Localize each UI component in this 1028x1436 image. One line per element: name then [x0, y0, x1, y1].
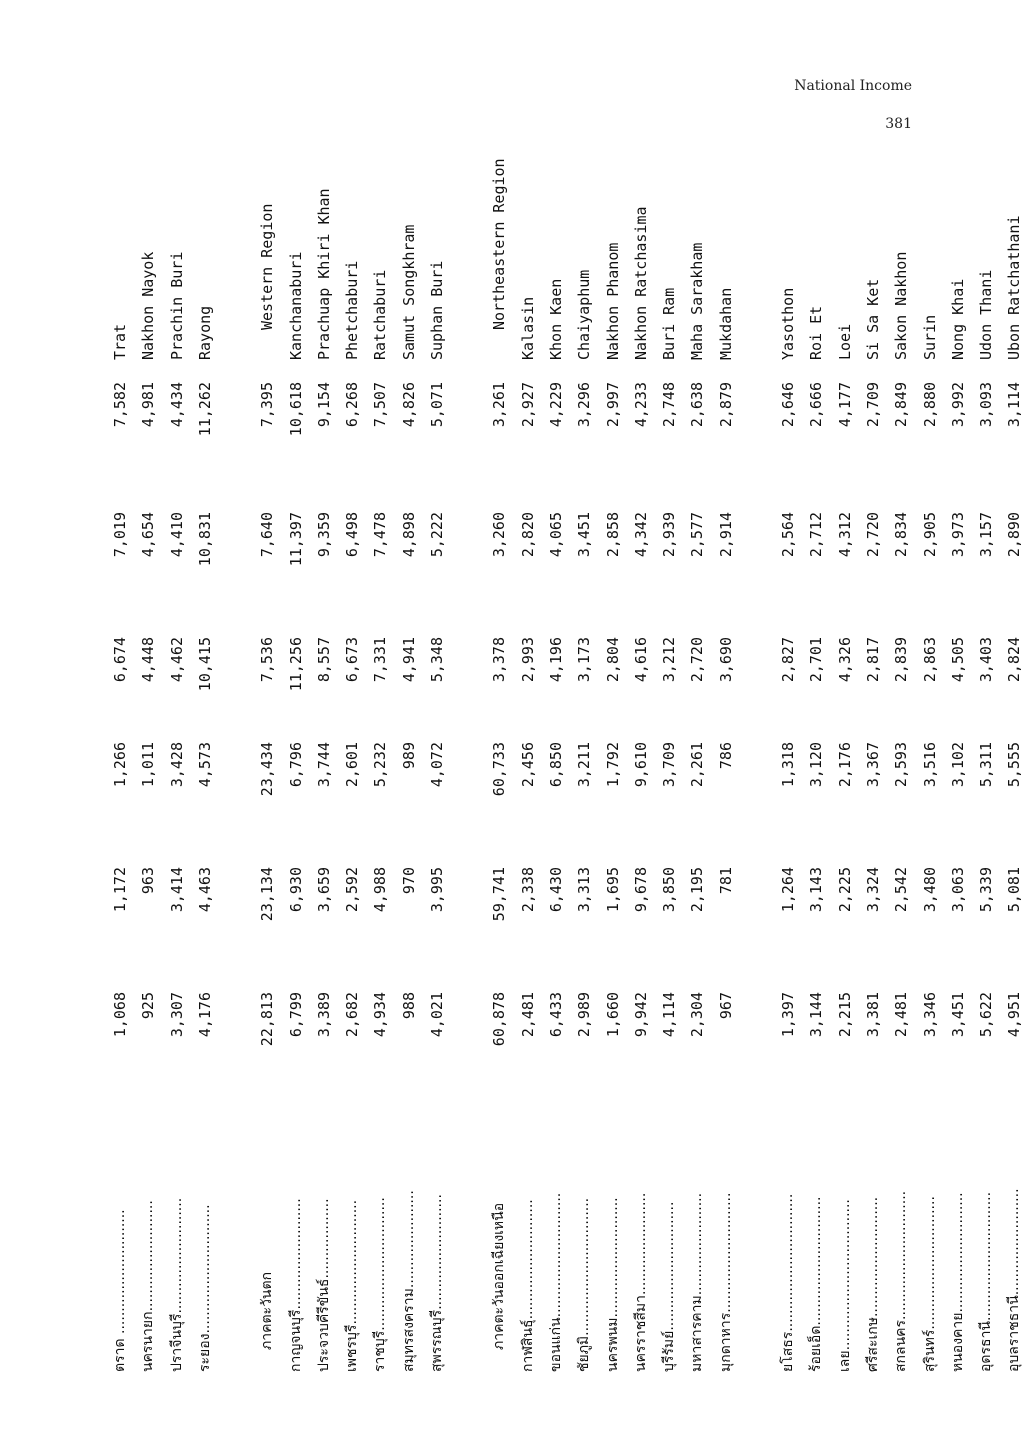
province-name-thai: ศรีสะเกษ........................... [864, 1196, 881, 1372]
province-name-english: Trat [111, 323, 129, 360]
value-cell: 3,261 [490, 382, 509, 428]
value-cell: 2,748 [660, 382, 679, 428]
value-cell: 7,536 [258, 637, 277, 683]
value-cell: 6,674 [111, 637, 129, 683]
value-cell: 3,144 [807, 992, 826, 1038]
province-name-thai: กาฬสินธุ์........................... [519, 1199, 536, 1372]
province-name-thai: อุดรธานี............................. [978, 1191, 995, 1372]
value-cell: 3,063 [948, 867, 967, 913]
value-cell: 1,397 [779, 992, 797, 1038]
value-cell: 6,430 [546, 867, 565, 913]
value-cell: 3,120 [807, 742, 826, 788]
value-cell: 1,266 [111, 742, 129, 788]
province-name-thai: ประจวบคีรีขันธ์.................. [315, 1198, 332, 1372]
value-cell: 2,720 [688, 637, 707, 683]
value-cell: 4,114 [660, 992, 679, 1038]
value-cell: 4,616 [631, 637, 650, 683]
value-cell: 3,173 [575, 637, 594, 683]
value-cell: 3,367 [863, 742, 882, 788]
value-cell: 2,804 [603, 637, 622, 683]
province-name-english: Roi Et [807, 305, 826, 360]
value-cell: 4,988 [371, 867, 390, 913]
value-cell: 2,914 [716, 512, 735, 558]
value-cell: 3,516 [920, 742, 939, 788]
value-cell: 2,849 [892, 382, 911, 428]
value-cell: 4,448 [139, 637, 158, 683]
province-name-english: Maha Sarakham [688, 242, 707, 360]
value-cell: 3,307 [167, 992, 186, 1038]
province-name-thai: มุกดาหาร........................... [717, 1192, 734, 1372]
value-cell: 6,673 [343, 637, 362, 683]
province-name-thai: เลย.................................. [836, 1199, 853, 1372]
value-cell: 967 [716, 992, 735, 1020]
value-cell: 3,973 [948, 512, 967, 558]
value-cell: 2,863 [920, 637, 939, 683]
value-cell: 9,359 [314, 512, 333, 558]
value-cell: 2,997 [603, 382, 622, 428]
province-name-english: Suphan Buri [428, 260, 446, 360]
value-cell: 5,311 [977, 742, 996, 788]
value-cell: 6,433 [546, 992, 565, 1038]
value-cell: 988 [399, 992, 418, 1020]
province-name-thai: สุพรรณบุรี.......................... [429, 1194, 445, 1372]
value-cell: 4,196 [546, 637, 565, 683]
value-cell: 3,157 [977, 512, 996, 558]
value-cell: 11,397 [286, 512, 305, 567]
value-cell: 2,225 [835, 867, 854, 913]
value-cell: 2,839 [892, 637, 911, 683]
province-name-english: Kalasin [518, 296, 537, 360]
value-cell: 3,378 [490, 637, 509, 683]
province-name-english: Khon Kaen [546, 278, 565, 360]
value-cell: 22,813 [258, 992, 277, 1047]
value-cell: 2,927 [518, 382, 537, 428]
value-cell: 60,878 [490, 992, 509, 1047]
value-cell: 7,331 [371, 637, 390, 683]
value-cell: 7,019 [111, 512, 129, 558]
value-cell: 3,995 [428, 867, 446, 913]
value-cell: 4,462 [167, 637, 186, 683]
value-cell: 6,930 [286, 867, 305, 913]
value-cell: 3,260 [490, 512, 509, 558]
value-cell: 2,195 [688, 867, 707, 913]
value-cell: 11,256 [286, 637, 305, 692]
value-cell: 60,733 [490, 742, 509, 797]
region-heading-english: Western Region [258, 203, 277, 330]
value-cell: 4,229 [546, 382, 565, 428]
province-name-english: Ubon Ratchathani [1005, 215, 1024, 360]
value-cell: 6,796 [286, 742, 305, 788]
value-cell: 2,712 [807, 512, 826, 558]
province-name-english: Buri Ram [660, 287, 679, 360]
value-cell: 5,232 [371, 742, 390, 788]
value-cell: 2,880 [920, 382, 939, 428]
province-name-thai: ชัยภูมิ............................... [576, 1197, 593, 1372]
value-cell: 3,451 [575, 512, 594, 558]
province-name-english: Loei [835, 323, 854, 360]
value-cell: 10,831 [195, 512, 214, 567]
value-cell: 6,799 [286, 992, 305, 1038]
value-cell: 10,618 [286, 382, 305, 437]
province-name-english: Surin [920, 314, 939, 360]
value-cell: 781 [716, 867, 735, 895]
value-cell: 2,905 [920, 512, 939, 558]
value-cell: 3,428 [167, 742, 186, 788]
value-cell: 1,318 [779, 742, 797, 788]
value-cell: 2,993 [518, 637, 537, 683]
province-name-thai: สุรินทร์.............................. [921, 1196, 938, 1372]
value-cell: 3,690 [716, 637, 735, 683]
value-cell: 4,826 [399, 382, 418, 428]
province-name-english: Nakhon Ratchasima [631, 206, 650, 360]
province-name-thai: ตราด ............................ [112, 1209, 128, 1372]
value-cell: 3,114 [1005, 382, 1024, 428]
value-cell: 2,564 [779, 512, 797, 558]
value-cell: 3,296 [575, 382, 594, 428]
value-cell: 7,478 [371, 512, 390, 558]
value-cell: 2,834 [892, 512, 911, 558]
province-name-thai: สกลนคร............................. [893, 1190, 910, 1372]
value-cell: 2,261 [688, 742, 707, 788]
province-name-thai: หนองคาย........................... [949, 1192, 966, 1372]
value-cell: 3,403 [977, 637, 996, 683]
value-cell: 3,102 [948, 742, 967, 788]
value-cell: 4,951 [1005, 992, 1024, 1038]
province-name-english: Yasothon [779, 287, 797, 360]
value-cell: 2,593 [892, 742, 911, 788]
value-cell: 2,720 [863, 512, 882, 558]
province-name-thai: นครนายก......................... [140, 1200, 157, 1372]
province-name-thai: บุรีรัมย์............................. [661, 1201, 678, 1372]
value-cell: 4,463 [195, 867, 214, 913]
value-cell: 5,339 [977, 867, 996, 913]
value-cell: 2,176 [835, 742, 854, 788]
province-name-thai: อุบลราชธานี........................ [1006, 1188, 1023, 1372]
page-header [794, 78, 912, 132]
province-name-english: Sakon Nakhon [892, 251, 911, 360]
value-cell: 59,741 [490, 867, 509, 922]
value-cell: 2,601 [343, 742, 362, 788]
value-cell: 3,313 [575, 867, 594, 913]
value-cell: 2,817 [863, 637, 882, 683]
value-cell: 1,792 [603, 742, 622, 788]
value-cell: 5,555 [1005, 742, 1024, 788]
value-cell: 7,395 [258, 382, 277, 428]
value-cell: 3,143 [807, 867, 826, 913]
value-cell: 2,542 [892, 867, 911, 913]
province-name-thai: กาญจนบุรี......................... [287, 1198, 304, 1372]
value-cell: 3,389 [314, 992, 333, 1038]
value-cell: 4,981 [139, 382, 158, 428]
value-cell: 970 [399, 867, 418, 895]
value-cell: 7,507 [371, 382, 390, 428]
value-cell: 1,172 [111, 867, 129, 913]
province-name-thai: สมุทรสงคราม...................... [400, 1190, 417, 1372]
value-cell: 9,610 [631, 742, 650, 788]
region-heading-thai: ภาคตะวันออกเฉียงเหนือ [491, 1202, 508, 1350]
value-cell: 23,434 [258, 742, 277, 797]
value-cell: 3,414 [167, 867, 186, 913]
value-cell: 2,304 [688, 992, 707, 1038]
value-cell: 4,326 [835, 637, 854, 683]
value-cell: 1,068 [111, 992, 129, 1038]
province-name-english: Samut Songkhram [399, 224, 418, 360]
value-cell: 2,215 [835, 992, 854, 1038]
value-cell: 4,505 [948, 637, 967, 683]
value-cell: 7,640 [258, 512, 277, 558]
value-cell: 3,480 [920, 867, 939, 913]
value-cell: 5,348 [428, 637, 446, 683]
province-name-english: Si Sa Ket [863, 278, 882, 360]
province-name-english: Nakhon Phanom [603, 242, 622, 360]
value-cell: 9,678 [631, 867, 650, 913]
value-cell: 2,890 [1005, 512, 1024, 558]
value-cell: 4,072 [428, 742, 446, 788]
value-cell: 2,456 [518, 742, 537, 788]
province-name-thai: ยโสธร............................... [780, 1193, 796, 1372]
value-cell: 5,071 [428, 382, 446, 428]
value-cell: 2,820 [518, 512, 537, 558]
value-cell: 2,989 [575, 992, 594, 1038]
value-cell: 6,498 [343, 512, 362, 558]
value-cell: 2,481 [892, 992, 911, 1038]
value-cell: 925 [139, 992, 158, 1020]
running-title: National Income [794, 78, 912, 94]
value-cell: 3,850 [660, 867, 679, 913]
value-cell: 2,682 [343, 992, 362, 1038]
province-name-thai: มหาสารคาม....................... [689, 1192, 706, 1372]
value-cell: 2,827 [779, 637, 797, 683]
value-cell: 7,582 [111, 382, 129, 428]
value-cell: 1,264 [779, 867, 797, 913]
value-cell: 989 [399, 742, 418, 770]
value-cell: 2,939 [660, 512, 679, 558]
value-cell: 8,557 [314, 637, 333, 683]
value-cell: 2,709 [863, 382, 882, 428]
province-name-english: Rayong [195, 305, 214, 360]
province-name-thai: ปราจีนบุรี.......................... [168, 1197, 185, 1372]
value-cell: 963 [139, 867, 158, 895]
province-name-thai: ราชบุรี.............................. [372, 1197, 389, 1372]
value-cell: 4,065 [546, 512, 565, 558]
value-cell: 2,666 [807, 382, 826, 428]
value-cell: 4,434 [167, 382, 186, 428]
value-cell: 2,638 [688, 382, 707, 428]
value-cell: 2,338 [518, 867, 537, 913]
province-name-english: Chaiyaphum [575, 269, 594, 360]
value-cell: 4,941 [399, 637, 418, 683]
page-number: 381 [885, 116, 912, 132]
province-name-thai: ร้อยเอ็ด............................. [808, 1196, 825, 1372]
value-cell: 4,177 [835, 382, 854, 428]
province-name-english: Kanchanaburi [286, 251, 305, 360]
value-cell: 4,573 [195, 742, 214, 788]
value-cell: 4,021 [428, 992, 446, 1038]
value-cell: 4,176 [195, 992, 214, 1038]
value-cell: 3,381 [863, 992, 882, 1038]
province-name-english: Prachuap Khiri Khan [314, 188, 333, 360]
value-cell: 4,654 [139, 512, 158, 558]
region-heading-english: Northeastern Region [490, 158, 509, 330]
value-cell: 2,481 [518, 992, 537, 1038]
value-cell: 3,451 [948, 992, 967, 1038]
value-cell: 9,942 [631, 992, 650, 1038]
province-name-thai: นครราชสีมา....................... [632, 1192, 649, 1372]
value-cell: 4,342 [631, 512, 650, 558]
value-cell: 3,659 [314, 867, 333, 913]
province-name-english: Prachin Buri [167, 251, 186, 360]
province-name-thai: ระยอง............................. [196, 1204, 213, 1372]
province-name-thai: นครพนม........................... [604, 1197, 621, 1372]
value-cell: 3,324 [863, 867, 882, 913]
province-name-english: Ratchaburi [371, 269, 390, 360]
value-cell: 11,262 [195, 382, 214, 437]
value-cell: 3,346 [920, 992, 939, 1038]
value-cell: 2,824 [1005, 637, 1024, 683]
province-name-english: Nakhon Nayok [139, 251, 158, 360]
value-cell: 2,592 [343, 867, 362, 913]
province-name-thai: ขอนแก่น............................ [547, 1192, 564, 1372]
value-cell: 10,415 [195, 637, 214, 692]
value-cell: 3,093 [977, 382, 996, 428]
province-name-english: Mukdahan [716, 287, 735, 360]
value-cell: 3,744 [314, 742, 333, 788]
region-heading-thai: ภาคตะวันตก [259, 1271, 276, 1350]
value-cell: 23,134 [258, 867, 277, 922]
value-cell: 786 [716, 742, 735, 770]
value-cell: 2,879 [716, 382, 735, 428]
value-cell: 3,709 [660, 742, 679, 788]
value-cell: 2,701 [807, 637, 826, 683]
value-cell: 1,660 [603, 992, 622, 1038]
value-cell: 4,410 [167, 512, 186, 558]
value-cell: 3,211 [575, 742, 594, 788]
rotated-statistics-table [88, 158, 1024, 1372]
value-cell: 1,011 [139, 742, 158, 788]
province-name-english: Udon Thani [977, 269, 996, 360]
province-name-thai: เพชรบุรี............................ [344, 1199, 361, 1372]
value-cell: 4,233 [631, 382, 650, 428]
value-cell: 4,898 [399, 512, 418, 558]
province-name-english: Nong Khai [948, 278, 967, 360]
value-cell: 5,081 [1005, 867, 1024, 913]
value-cell: 1,695 [603, 867, 622, 913]
province-name-english: Phetchaburi [343, 260, 362, 360]
value-cell: 9,154 [314, 382, 333, 428]
value-cell: 3,212 [660, 637, 679, 683]
value-cell: 4,934 [371, 992, 390, 1038]
value-cell: 2,858 [603, 512, 622, 558]
value-cell: 6,268 [343, 382, 362, 428]
value-cell: 3,992 [948, 382, 967, 428]
value-cell: 4,312 [835, 512, 854, 558]
value-cell: 5,222 [428, 512, 446, 558]
value-cell: 2,646 [779, 382, 797, 428]
value-cell: 2,577 [688, 512, 707, 558]
value-cell: 6,850 [546, 742, 565, 788]
value-cell: 5,622 [977, 992, 996, 1038]
